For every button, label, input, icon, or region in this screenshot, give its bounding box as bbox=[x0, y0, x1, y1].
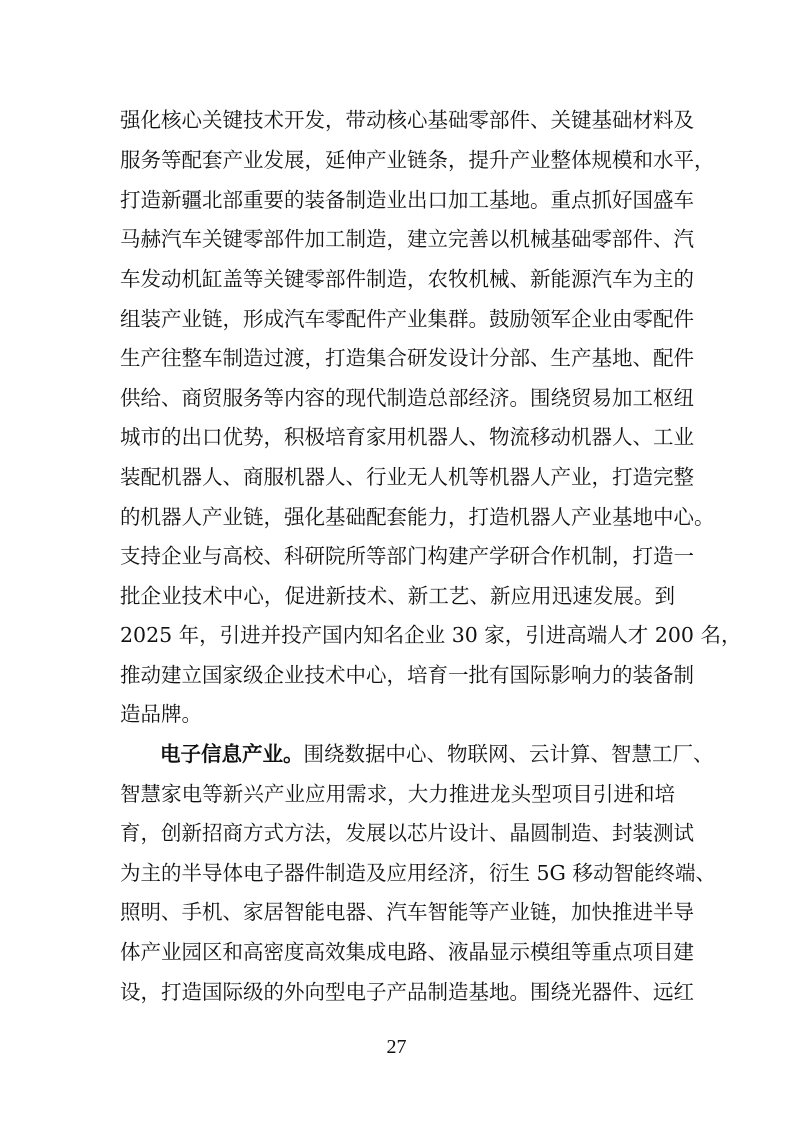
paragraph-1-line-4: 马赫汽车关键零部件加工制造，建立完善以机械基础零部件、汽 bbox=[120, 227, 694, 251]
paragraph-2-first-line bbox=[160, 734, 714, 774]
paragraph-2-line-7: 设，打造国际级的外向型电子产品制造基地。围绕光器件、远红 bbox=[120, 980, 694, 1004]
paragraph-2-line-2: 智慧家电等新兴产业应用需求，大力推进龙头型项目引进和培 bbox=[120, 782, 675, 806]
paragraph-2-line-4: 为主的半导体电子器件制造及应用经济，衍生 5G 移动智能终端、 bbox=[120, 861, 716, 885]
paragraph-1-line-9: 城市的出口优势，积极培育家用机器人、物流移动机器人、工业 bbox=[120, 425, 694, 449]
paragraph-1-line-5: 车发动机缸盖等关键零部件制造，农牧机械、新能源汽车为主的 bbox=[120, 267, 694, 291]
paragraph-1-line-15: 推动建立国家级企业技术中心，培育一批有国际影响力的装备制 bbox=[120, 663, 694, 687]
paragraph-1-line-11: 的机器人产业链，强化基础配套能力，打造机器人产业基地中心。 bbox=[120, 505, 715, 529]
paragraph-1-line-14: 2025 年，引进并投产国内知名企业 30 家，引进高端人才 200 名， bbox=[120, 623, 742, 647]
paragraph-2-line-6: 体产业园区和高密度高效集成电路、液晶显示模组等重点项目建 bbox=[120, 940, 694, 964]
paragraph-2-first-line-text: 围绕数据中心、物联网、云计算、智慧工厂、 bbox=[303, 742, 714, 766]
paragraph-1-line-1: 强化核心关键技术开发，带动核心基础零部件、关键基础材料及 bbox=[120, 108, 694, 132]
paragraph-1-line-6: 组装产业链，形成汽车零配件产业集群。鼓励领军企业由零配件 bbox=[120, 307, 694, 331]
paragraph-1-line-7: 生产往整车制造过渡，打造集合研发设计分部、生产基地、配件 bbox=[120, 346, 694, 370]
paragraph-2-line-3: 育，创新招商方式方法，发展以芯片设计、晶圆制造、封装测试 bbox=[120, 821, 694, 845]
paragraph-2-line-5: 照明、手机、家居智能电器、汽车智能等产业链，加快推进半导 bbox=[120, 900, 694, 924]
page-number: 27 bbox=[386, 1036, 407, 1058]
paragraph-1-line-2: 服务等配套产业发展，延伸产业链条，提升产业整体规模和水平， bbox=[120, 148, 715, 172]
paragraph-1-line-3: 打造新疆北部重要的装备制造业出口加工基地。重点抓好国盛车 bbox=[120, 188, 694, 212]
paragraph-1-line-8: 供给、商贸服务等内容的现代制造总部经济。围绕贸易加工枢纽 bbox=[120, 386, 694, 410]
paragraph-1-line-12: 支持企业与高校、科研院所等部门构建产学研合作机制，打造一 bbox=[120, 544, 694, 568]
paragraph-1-line-10: 装配机器人、商服机器人、行业无人机等机器人产业，打造完整 bbox=[120, 465, 694, 489]
paragraph-1-line-13: 批企业技术中心，促进新技术、新工艺、新应用迅速发展。到 bbox=[120, 584, 675, 608]
paragraph-1-line-16: 造品牌。 bbox=[120, 702, 202, 726]
section-heading-electronic-info: 电子信息产业。 bbox=[160, 742, 304, 766]
